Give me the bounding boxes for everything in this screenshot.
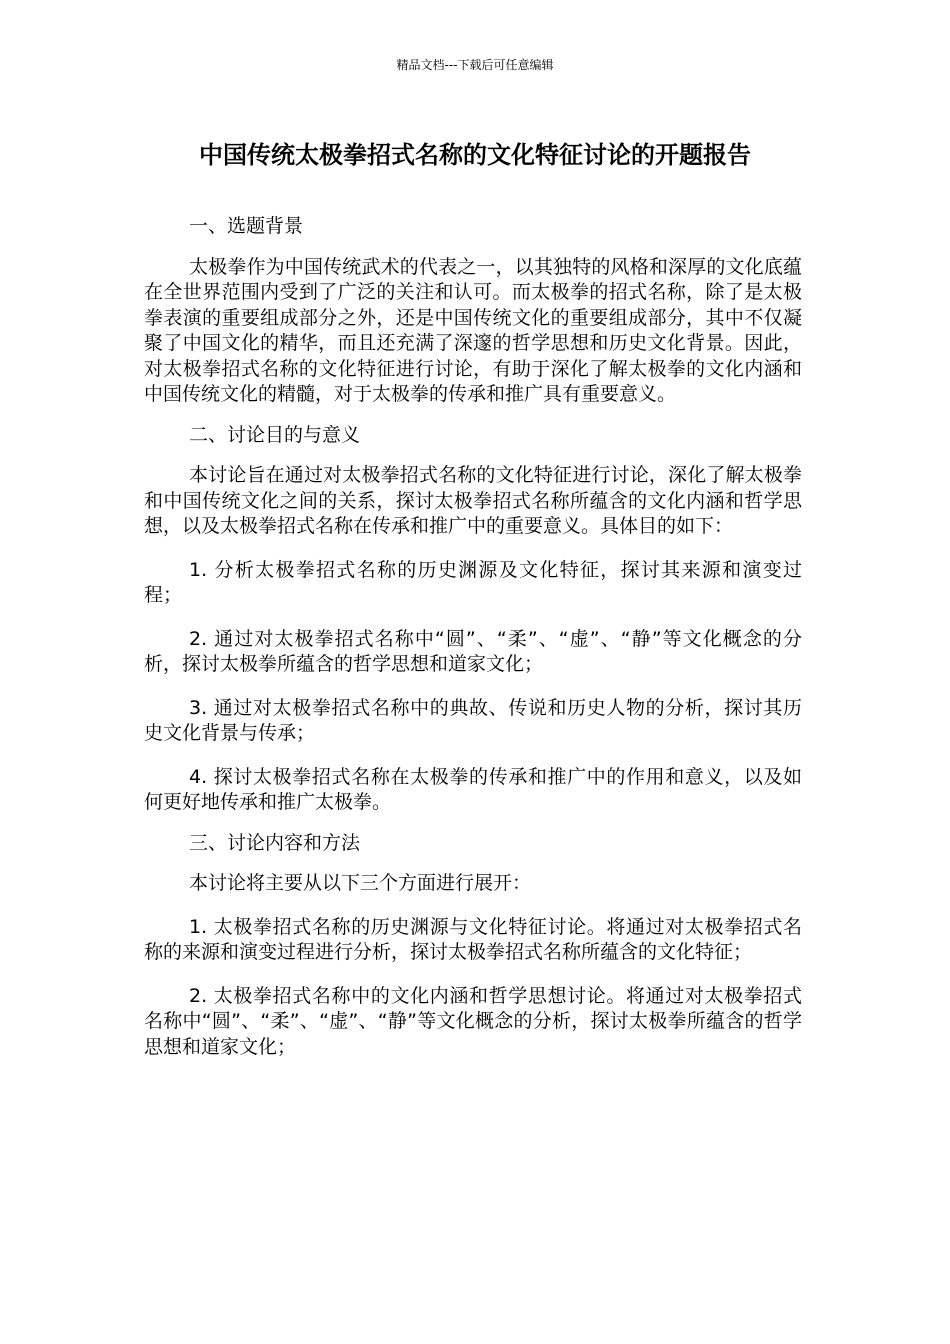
list-item-purpose-2: 2. 通过对太极拳招式名称中“圆”、“柔”、“虚”、“静”等文化概念的分析，探讨太极拳所蕴含的哲学思想和道家文化；	[144, 627, 802, 675]
list-item-purpose-1: 1. 分析太极拳招式名称的历史渊源及文化特征，探讨其来源和演变过程；	[144, 558, 802, 606]
section-heading-purpose: 二、讨论目的与意义	[189, 423, 361, 446]
section-heading-background: 一、选题背景	[189, 215, 304, 237]
list-item-methods-2: 2. 太极拳招式名称中的文化内涵和哲学思想讨论。将通过对太极拳招式名称中“圆”、“柔”、“虚”、“静”等文化概念的分析，探讨太极拳所蕴含的哲学思想和道家文化；	[144, 984, 802, 1058]
paragraph-purpose: 本讨论旨在通过对太极拳招式名称的文化特征进行讨论，深化了解太极拳和中国传统文化之间的关系，探讨太极拳招式名称所蕴含的文化内涵和哲学思想，以及太极拳招式名称在传承和推广中的重要意义。具体目的如下：	[144, 464, 802, 537]
paragraph-methods: 本讨论将主要从以下三个方面进行展开：	[189, 872, 532, 894]
list-item-purpose-4: 4. 探讨太极拳招式名称在太极拳的传承和推广中的作用和意义，以及如何更好地传承和推广太极拳。	[144, 765, 802, 813]
document-title: 中国传统太极拳招式名称的文化特征讨论的开题报告	[199, 141, 751, 169]
list-item-purpose-3: 3. 通过对太极拳招式名称中的典故、传说和历史人物的分析，探讨其历史文化背景与传承；	[144, 696, 802, 744]
document-body	[144, 214, 802, 1060]
paragraph-background: 太极拳作为中国传统武术的代表之一，以其独特的风格和深厚的文化底蕴在全世界范围内受到了广泛的关注和认可。而太极拳的招式名称，除了是太极拳表演的重要组成部分之外，还是中国传统文化的重要组成部分，其中不仅凝聚了中国文化的精华，而且还充满了深邃的哲学思想和历史文化背景。因此，对太极拳招式名称的文化特征进行讨论，有助于深化了解太极拳的文化内涵和中国传统文化的精髓，对于太极拳的传承和推广具有重要意义。	[144, 255, 802, 405]
page-header-note: 精品文档---下载后可任意编辑	[396, 58, 554, 72]
list-item-methods-1: 1. 太极拳招式名称的历史渊源与文化特征讨论。将通过对太极拳招式名称的来源和演变过程进行分析，探讨太极拳招式名称所蕴含的文化特征；	[144, 915, 802, 963]
section-heading-methods: 三、讨论内容和方法	[189, 831, 361, 854]
